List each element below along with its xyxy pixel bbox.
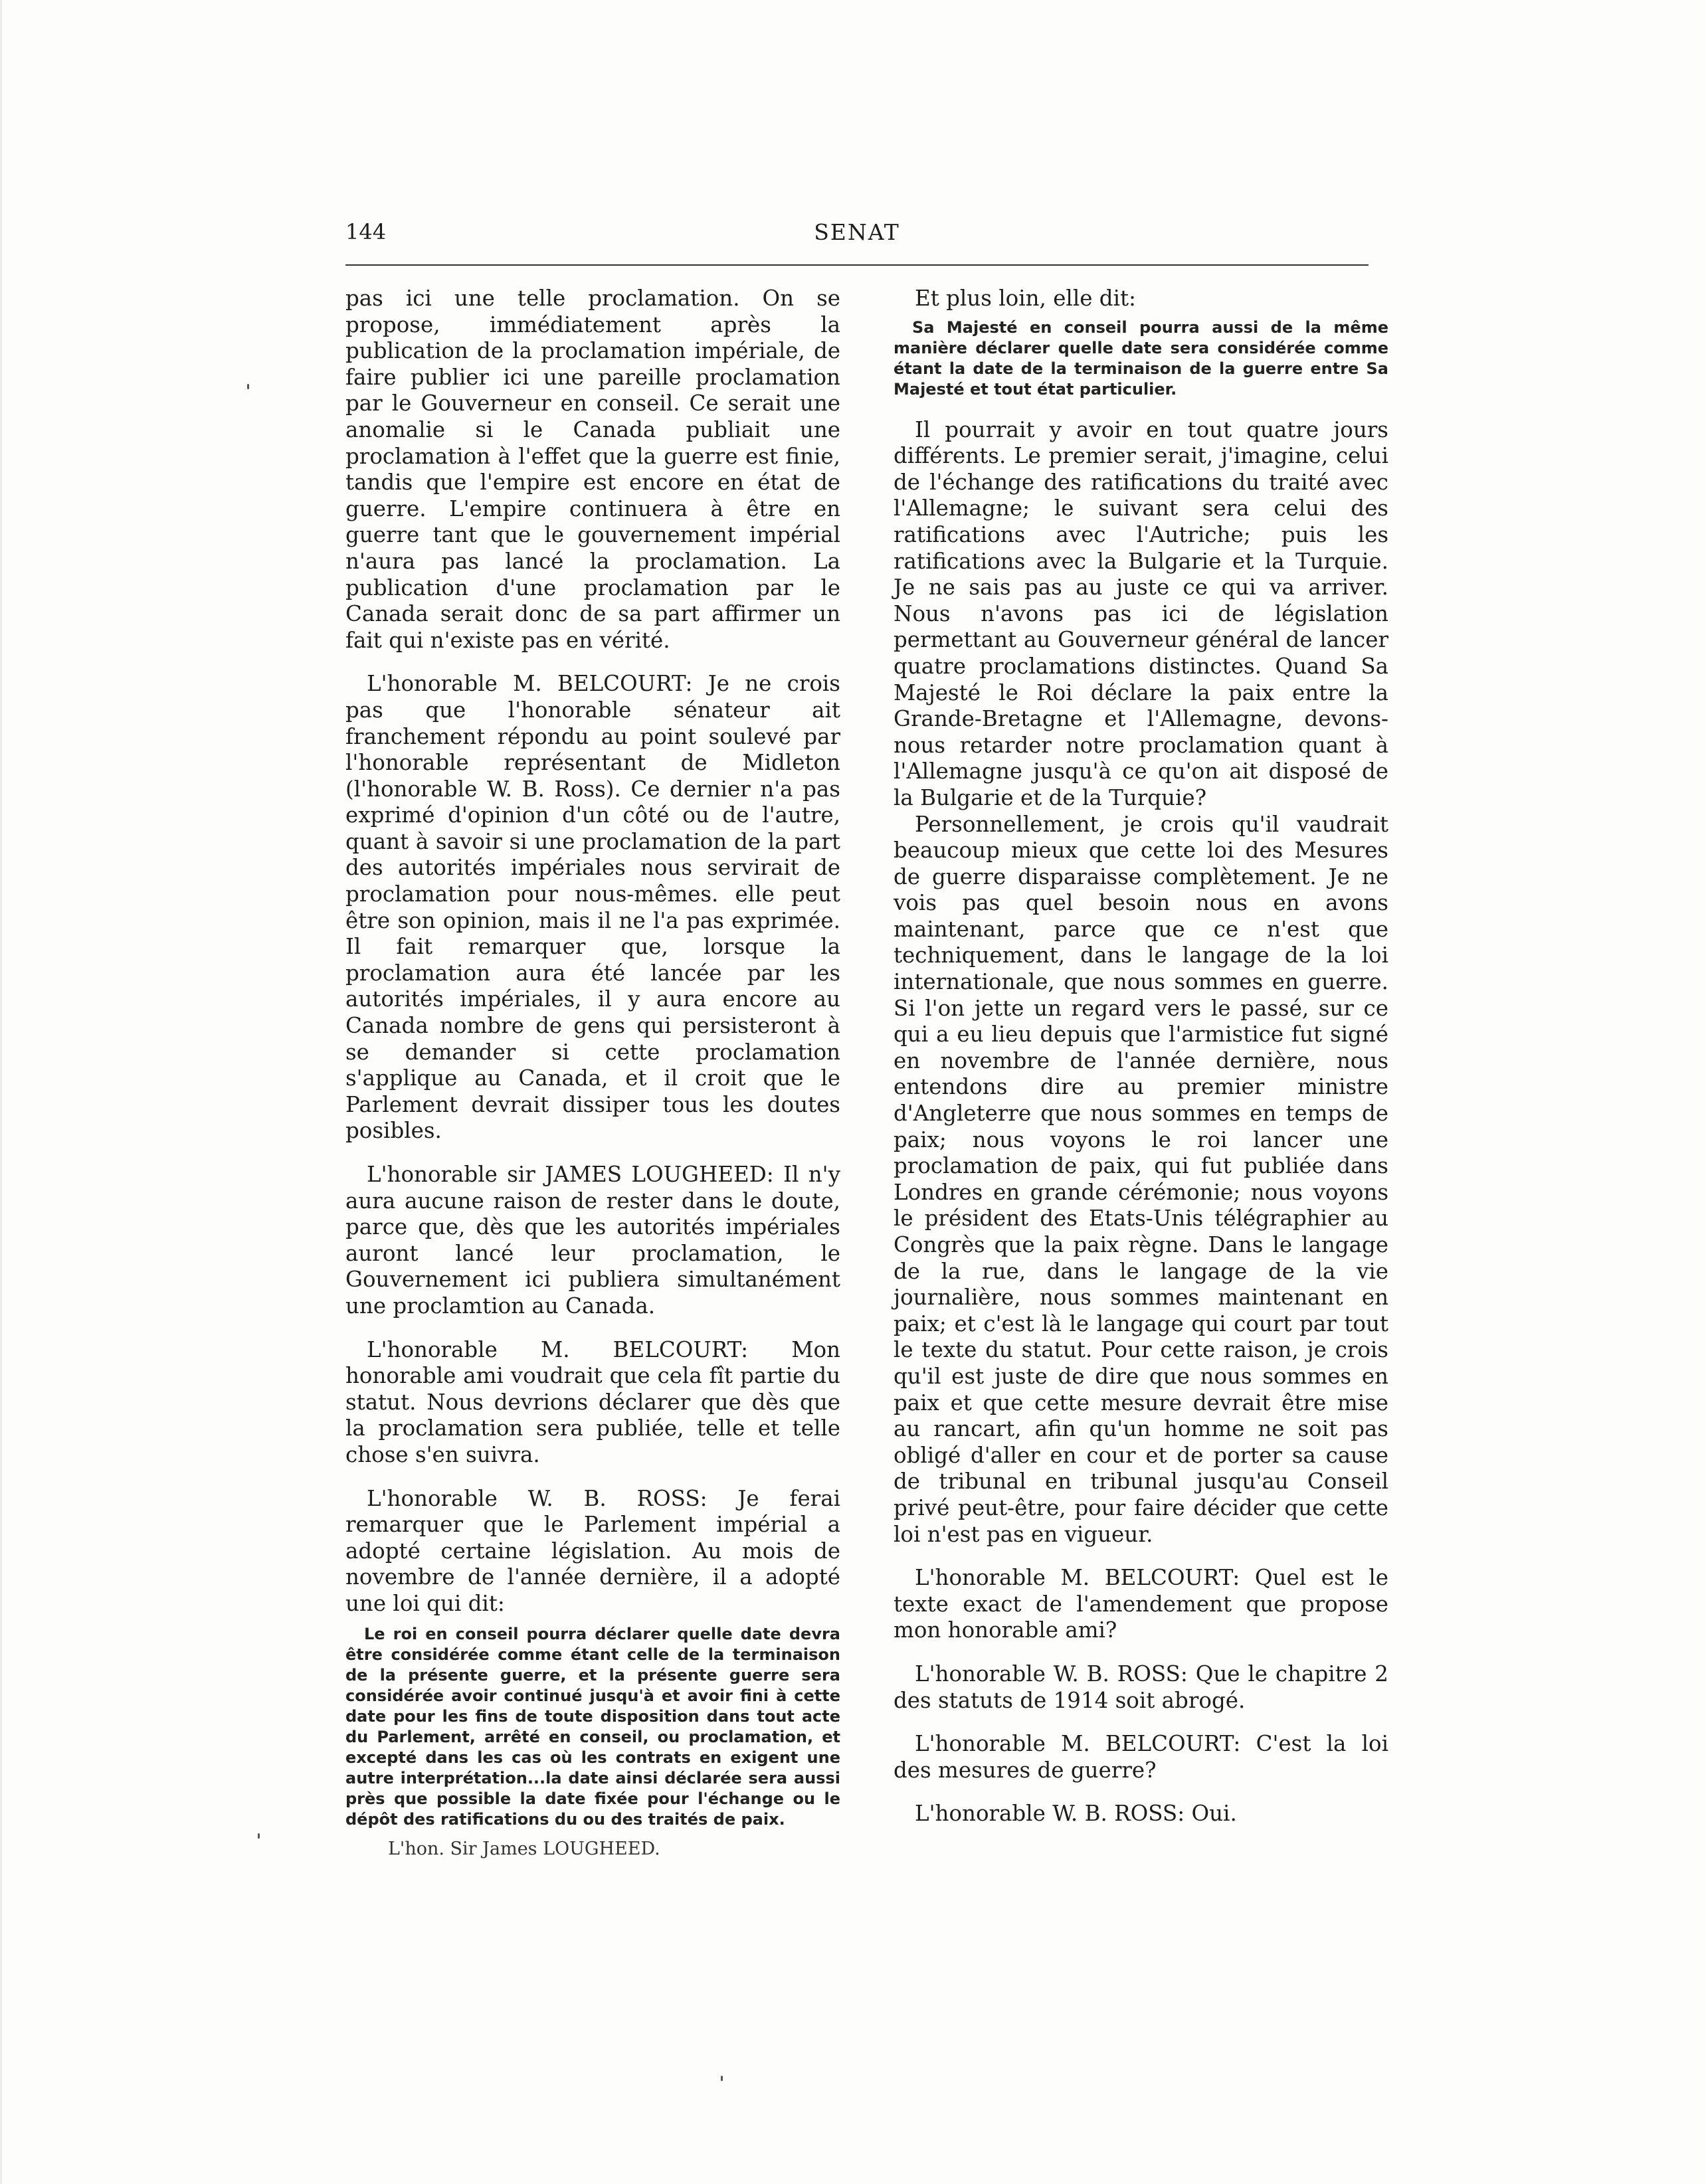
paragraph [894,1731,1388,1783]
paragraph: Et plus loin, elle dit: [915,286,1136,311]
paragraph: pas ici une telle proclamation. On se propose, immédiatement après la publication de la proclamation impériale, de faire publier ici une pareille proclamation par le Gouverneur en conseil. Ce serait une anomalie si le Canada publiait une proclamation à l'effet que la guerre est finie, tandis que l'empire est encore en état de guerre. L'empire continuera à être en guerre tant que le gouvernement impérial n'aura pas lancé la proclamation. La publication d'une proclamation par le Canada serait donc de sa part affirmer un fait qui n'existe pas en vérité. [345,286,840,653]
paragraph-text: Mon honorable ami voudrait que cela fît partie du statut. Nous devrions déclarer que dès que la proclamation sera publiée, telle et telle chose s'en suivra. [345,1336,840,1467]
page-title: SENAT [814,219,900,245]
speaker-name: L'honorable M. BELCOURT: [915,1565,1240,1591]
paragraph [345,1486,840,1617]
scan-speck [258,1833,260,1839]
paragraph-text: C'est la loi des mesures de guerre? [894,1731,1388,1783]
paragraph [894,1565,1388,1644]
speaker-name: L'honorable sir JAMES LOUGHEED: [367,1162,774,1187]
speaker-name: L'honorable W. B. ROSS: [915,1661,1188,1686]
scan-speck [721,2076,723,2081]
block-quote: Sa Majesté en conseil pourra aussi de la même manière déclarer quelle date sera considérée comme étant la date de la terminaison de la guerre entre Sa Majesté et tout état particulier. [894,318,1388,399]
paragraph-text: Oui. [1191,1801,1237,1827]
paragraph-text: Je ferai remarquer que le Parlement impérial a adopté certaine législation. Au mois de novembre de l'année dernière, il a adopté une loi qui dit: [345,1485,840,1616]
header-rule [345,264,1369,266]
paragraph: Personnellement, je crois qu'il vaudrait beaucoup mieux que cette loi des Mesures de guerre disparaisse complètement. Je ne vois pas quel besoin nous en avons maintenant, parce que ce n'est que techniquement, dans le langage de la loi internationale, que nous sommes en guerre. Si l'on jette un regard vers le passé, sur ce qui a eu lieu depuis que l'armistice fut signé en novembre de l'année dernière, nous entendons dire au premier ministre d'Angleterre que nous sommes en temps de paix; nous voyons le roi lancer une proclamation de paix, qui fut publiée dans Londres en grande cérémonie; nous voyons le président des Etats-Unis télégraphier au Congrès que la paix règne. Dans le langage de la rue, dans le langage de la vie journalière, nous sommes maintenant en paix; et c'est là le langage qui court par tout le texte du statut. Pour cette raison, je crois qu'il est juste de dire que nous sommes en paix et que cette mesure devrait être mise au rancart, afin qu'un homme ne soit pas obligé d'aller en cour et de porter sa cause de tribunal en tribunal jusqu'au Conseil privé peut-être, pour faire décider que cette loi n'est pas en vigueur. [894,811,1388,1547]
left-column [345,286,840,1861]
paragraph [894,1661,1388,1714]
paragraph [345,1337,840,1469]
speaker-name: L'honorable M. BELCOURT: [367,1336,749,1362]
running-footer: L'hon. Sir James LOUGHEED. [388,1838,660,1859]
paragraph-text: Que le chapitre 2 des statuts de 1914 soit abrogé. [894,1661,1388,1713]
scan-speck [247,384,249,389]
paragraph [345,1162,840,1320]
paragraph-text: Je ne crois pas que l'honorable sénateur ait franchement répondu au point soulevé par l'honorable représentant de Midleton (l'honorable W. B. Ross). Ce dernier n'a pas exprimé d'opinion d'un côté ou de l'autre, quant à savoir si une proclamation de la part des autorités impériales nous servirait de proclamation pour nous-mêmes. elle peut être son opinion, mais il ne l'a pas exprimée. Il fait remarquer que, lorsque la proclamation aura été lancée par les autorités impériales, il y aura encore au Canada nombre de gens qui persisteront à se demander si cette proclamation s'applique au Canada, et il croit que le Parlement devrait dissiper tous les doutes posibles. [345,671,840,1144]
paragraph-text: Il n'y aura aucune raison de rester dans le doute, parce que, dès que les autorités impériales auront lancé leur proclamation, le Gouvernement ici publiera simultanément une proclamtion au Canada. [345,1162,840,1319]
block-quote: Le roi en conseil pourra déclarer quelle date devra être considérée comme étant celle de la terminaison de la présente guerre, et la présente guerre sera considérée avoir continué jusqu'à et avoir fini à cette date pour les fins de toute disposition dans tout acte du Parlement, arrêté en conseil, ou proclamation, et excepté dans les cas où les contrats en exigent une autre interprétation...la date ainsi déclarée sera aussi près que possible la date fixée pour l'échange ou le dépôt des ratifications du ou des traités de paix. [345,1624,840,1829]
speaker-name: L'honorable W. B. ROSS: [915,1801,1185,1827]
paragraph [894,1801,1388,1827]
paragraph: Il pourrait y avoir en tout quatre jours différents. Le premier serait, j'imagine, celui de l'échange des ratifications du traité avec l'Allemagne; le suivant sera celui des ratifications avec l'Autriche; puis les ratifications avec la Bulgarie et la Turquie. Je ne sais pas au juste ce qui va arriver. Nous n'avons pas ici de législation permettant au Gouverneur général de lancer quatre proclamations distinctes. Quand Sa Majesté le Roi déclare la paix entre la Grande-Bretagne et l'Allemagne, devons-nous retarder notre proclamation quant à l'Allemagne jusqu'à ce qu'on ait disposé de la Bulgarie et de la Turquie? [894,416,1388,810]
speaker-name: L'honorable M. BELCOURT: [367,671,693,697]
page-header [345,219,1369,259]
paragraph [345,671,840,1144]
paragraph-text: Quel est le texte exact de l'amendement que propose mon honorable ami? [894,1565,1388,1643]
page-number: 144 [345,219,387,244]
right-column [894,286,1388,1827]
speaker-name: L'honorable W. B. ROSS: [367,1485,708,1511]
speaker-name: L'honorable M. BELCOURT: [915,1731,1241,1757]
